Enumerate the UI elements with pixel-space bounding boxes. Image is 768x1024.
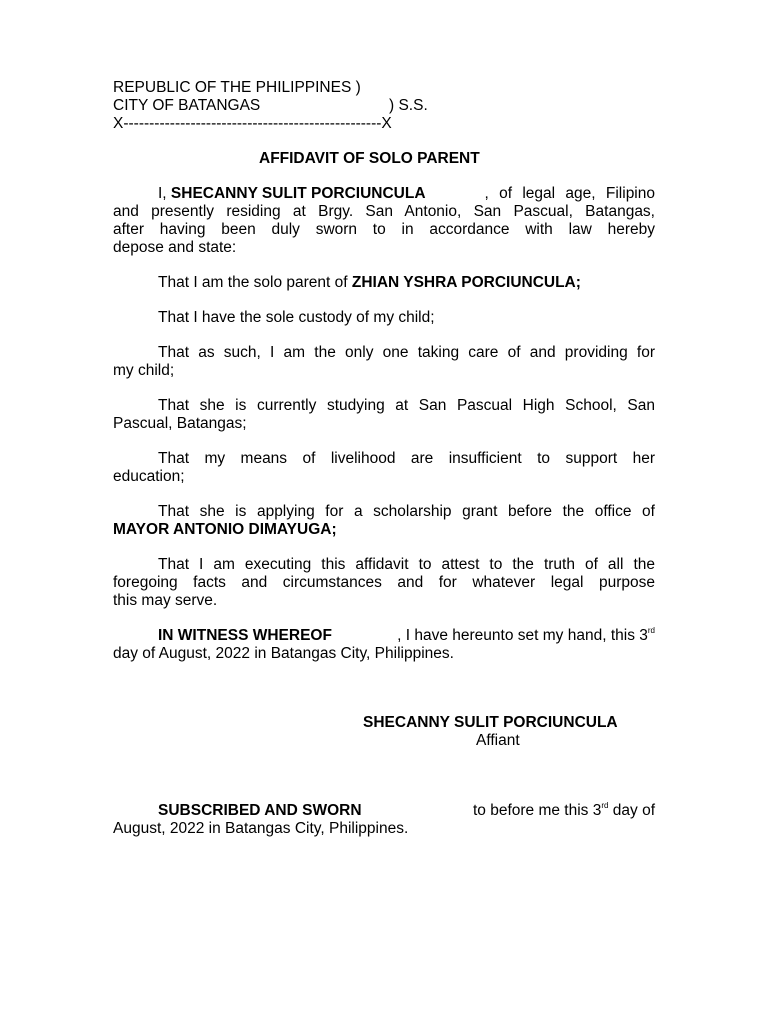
witness-line-1-rest: , I have hereunto set my hand, this 3rd: [397, 626, 655, 644]
paragraph-livelihood-line-2: education;: [113, 468, 185, 485]
witness-line-1: [158, 627, 655, 645]
jurat-ordinal: rd: [601, 801, 609, 810]
paragraph-custody: That I have the sole custody of my child;: [158, 309, 435, 326]
jurat-line-2: August, 2022 in Batangas City, Philippines.: [113, 820, 409, 837]
intro-line-4: depose and state:: [113, 239, 237, 256]
paragraph-executing-line-1: That I am executing this affidavit to attest to the truth of all the: [158, 556, 655, 573]
jurat-heading: SUBSCRIBED AND SWORN: [158, 802, 362, 819]
signature-name: SHECANNY SULIT PORCIUNCULA: [363, 714, 618, 731]
intro-line-3: after having been duly sworn to in accordance with law hereby: [113, 221, 655, 238]
signature-role: Affiant: [476, 732, 520, 749]
intro-line-1: [158, 185, 655, 203]
witness-line-2: day of August, 2022 in Batangas City, Philippines.: [113, 645, 454, 662]
caption-republic: REPUBLIC OF THE PHILIPPINES ): [113, 79, 361, 96]
child-name: ZHIAN YSHRA PORCIUNCULA;: [351, 274, 581, 291]
paragraph-school-line-1: That she is currently studying at San Pascual High School, San: [158, 397, 655, 414]
witness-heading: IN WITNESS WHEREOF: [158, 627, 332, 644]
caption-divider: X--------------------------------------------------X: [113, 115, 392, 132]
paragraph-executing-line-3: this may serve.: [113, 592, 218, 609]
document-title: AFFIDAVIT OF SOLO PARENT: [259, 150, 480, 167]
affiant-name-intro: SHECANNY SULIT PORCIUNCULA: [170, 185, 426, 202]
paragraph-solo-parent: That I am the solo parent of ZHIAN YSHRA PORCIUNCULA;: [158, 274, 581, 291]
intro-line-2: and presently residing at Brgy. San Antonio, San Pascual, Batangas,: [113, 203, 655, 220]
mayor-name: MAYOR ANTONIO DIMAYUGA;: [113, 521, 337, 538]
jurat-line-1-rest: to before me this 3rd day of: [472, 801, 655, 819]
paragraph-executing-line-2: foregoing facts and circumstances and for whatever legal purpose: [113, 574, 655, 591]
jurat-line-1: [158, 802, 655, 820]
caption-city: CITY OF BATANGAS: [113, 97, 261, 114]
caption-ss: ) S.S.: [389, 97, 428, 114]
intro-lead: I, SHECANNY SULIT PORCIUNCULA: [158, 185, 426, 202]
paragraph-care-line-1: That as such, I am the only one taking care of and providing for: [158, 344, 655, 361]
paragraph-scholarship-line-1: That she is applying for a scholarship grant before the office of: [158, 503, 655, 520]
paragraph-care-line-2: my child;: [113, 362, 175, 379]
witness-ordinal: rd: [647, 626, 655, 635]
intro-line-1-rest: , of legal age, Filipino: [484, 185, 655, 202]
paragraph-livelihood-line-1: That my means of livelihood are insufficient to support her: [158, 450, 655, 467]
paragraph-school-line-2: Pascual, Batangas;: [113, 415, 247, 432]
